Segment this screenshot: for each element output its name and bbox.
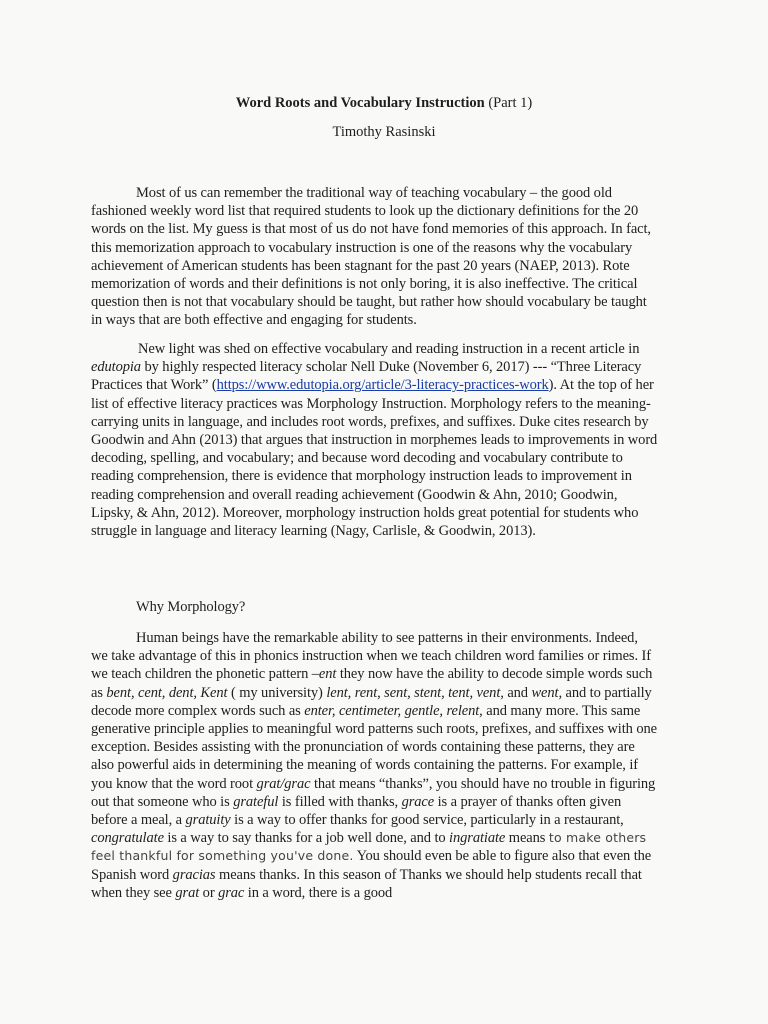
p3-o: or [199, 884, 219, 901]
p2-part3: ). At the top of her list of effective literacy practices was Morphology Instruction. Morphology refers to the meaning-carrying units in language, and includes root words, prefixes, and suffixes. Duke cites research by Goodwin and Ahn (2013) that argues that instruction in morphemes leads to improvements in word decoding, spelling, and vocabulary; and because word decoding and vocabulary contribute to reading comprehension, there is evidence that morphology instruction leads to improvement in reading comprehension and overall reading achievement (Goodwin & Ahn, 2010; Goodwin, Lipsky, & Ahn, 2012). Moreover, morphology instruction holds great potential for students who struggle in language and literacy learning (Nagy, Carlisle, & Goodwin, 2013). [91, 377, 658, 540]
paragraph-3 [91, 629, 658, 902]
p3-h: is filled with thanks, [278, 793, 402, 810]
p3-c: ( my university) [227, 684, 327, 701]
title-suffix: (Part 1) [484, 95, 533, 111]
p3-grateful: grateful [233, 793, 279, 810]
p3-m: You should even be able to figure also that even the Spanish word [91, 848, 652, 883]
section-heading-block [91, 598, 658, 616]
p2-part1: New light was shed on effective vocabulary and reading instruction in a recent article in [138, 341, 640, 357]
p3-definition: to make others feel thankful for something you've done. [91, 830, 647, 864]
p2-part2: by highly respected literacy scholar Nell Duke (November 6, 2017) --- “Three Literacy Practices that Work” ( [91, 359, 642, 394]
p3-gratuity: gratuity [185, 812, 231, 829]
p3-words1: bent, cent, dent, Kent [106, 684, 228, 701]
p3-f: and many more. This same generative principle applies to meaningful word patterns such roots, prefixes, and suffixes with one exception. Besides assisting with the pronunciation of words containing these patterns, they are also powerful aids in determining the meaning of words containing the patterns. For example, if you know that the word root [91, 702, 657, 792]
p3-a: Human beings have the remarkable ability to see patterns in their environments. Indeed, we take advantage of this in phonics instruction when we teach children word families or rimes. If we teach children the phonetic pattern – [91, 630, 651, 683]
p3-grac: grac [218, 884, 245, 901]
paragraph-3-text [91, 629, 658, 902]
edutopia-article-link[interactable]: https://www.edutopia.org/article/3-literacy-practices-work [216, 377, 549, 394]
paragraph-1 [91, 184, 658, 330]
p3-grace: grace [401, 793, 435, 810]
p3-words3: enter, centimeter, gentle, relent, [304, 702, 483, 719]
p3-b: they now have the ability to decode simple words such as [91, 666, 653, 701]
p3-j: is a way to offer thanks for good service, particularly in a restaurant, [230, 812, 624, 829]
p3-words2: lent, rent, sent, stent, tent, vent, [326, 684, 504, 701]
p3-congratulate: congratulate [91, 830, 164, 847]
p3-gracias: gracias [172, 866, 216, 883]
paragraph-1-text: Most of us can remember the traditional way of teaching vocabulary – the good old fashioned weekly word list that required students to look up the dictionary definitions for the 20 words on the list. My guess is that most of us do not have fond memories of this approach. In fact, this memorization approach to vocabulary instruction is one of the reasons why the vocabulary achievement of American students has been stagnant for the past 20 years (NAEP, 2013). Rote memorization of words and their definitions is not only boring, it is also ineffective. The critical question then is not that vocabulary should be taught, but rather how should vocabulary be taught in ways that are both effective and engaging for students. [91, 185, 651, 329]
p3-d: and [503, 684, 532, 701]
section-heading: Why Morphology? [136, 599, 246, 615]
paragraph-2-text [91, 340, 658, 540]
p3-g: that means “thanks”, you should have no trouble in figuring out that someone who is [91, 775, 656, 810]
p3-i: is a prayer of thanks often given before a meal, a [91, 793, 622, 829]
document-title [0, 94, 768, 112]
p3-p: in a word, there is a good [244, 884, 393, 901]
title-bold: Word Roots and Vocabulary Instruction [235, 95, 485, 111]
p3-ingratiate: ingratiate [449, 830, 506, 847]
p3-ent: ent [318, 666, 337, 683]
p3-n: means thanks. In this season of Thanks we should help students recall that when they see [91, 866, 642, 901]
p3-k: is a way to say thanks for a job well done, and to [163, 830, 450, 847]
p3-l: means [505, 830, 549, 847]
p3-gratgrac: grat/grac [256, 775, 311, 792]
p3-e: and to partially decode more complex words such as [91, 684, 652, 719]
document-author: Timothy Rasinski [332, 124, 436, 140]
p2-edutopia: edutopia [91, 359, 141, 376]
p3-grat: grat [175, 884, 200, 901]
paragraph-2 [91, 340, 658, 540]
p3-went: went, [531, 684, 562, 701]
